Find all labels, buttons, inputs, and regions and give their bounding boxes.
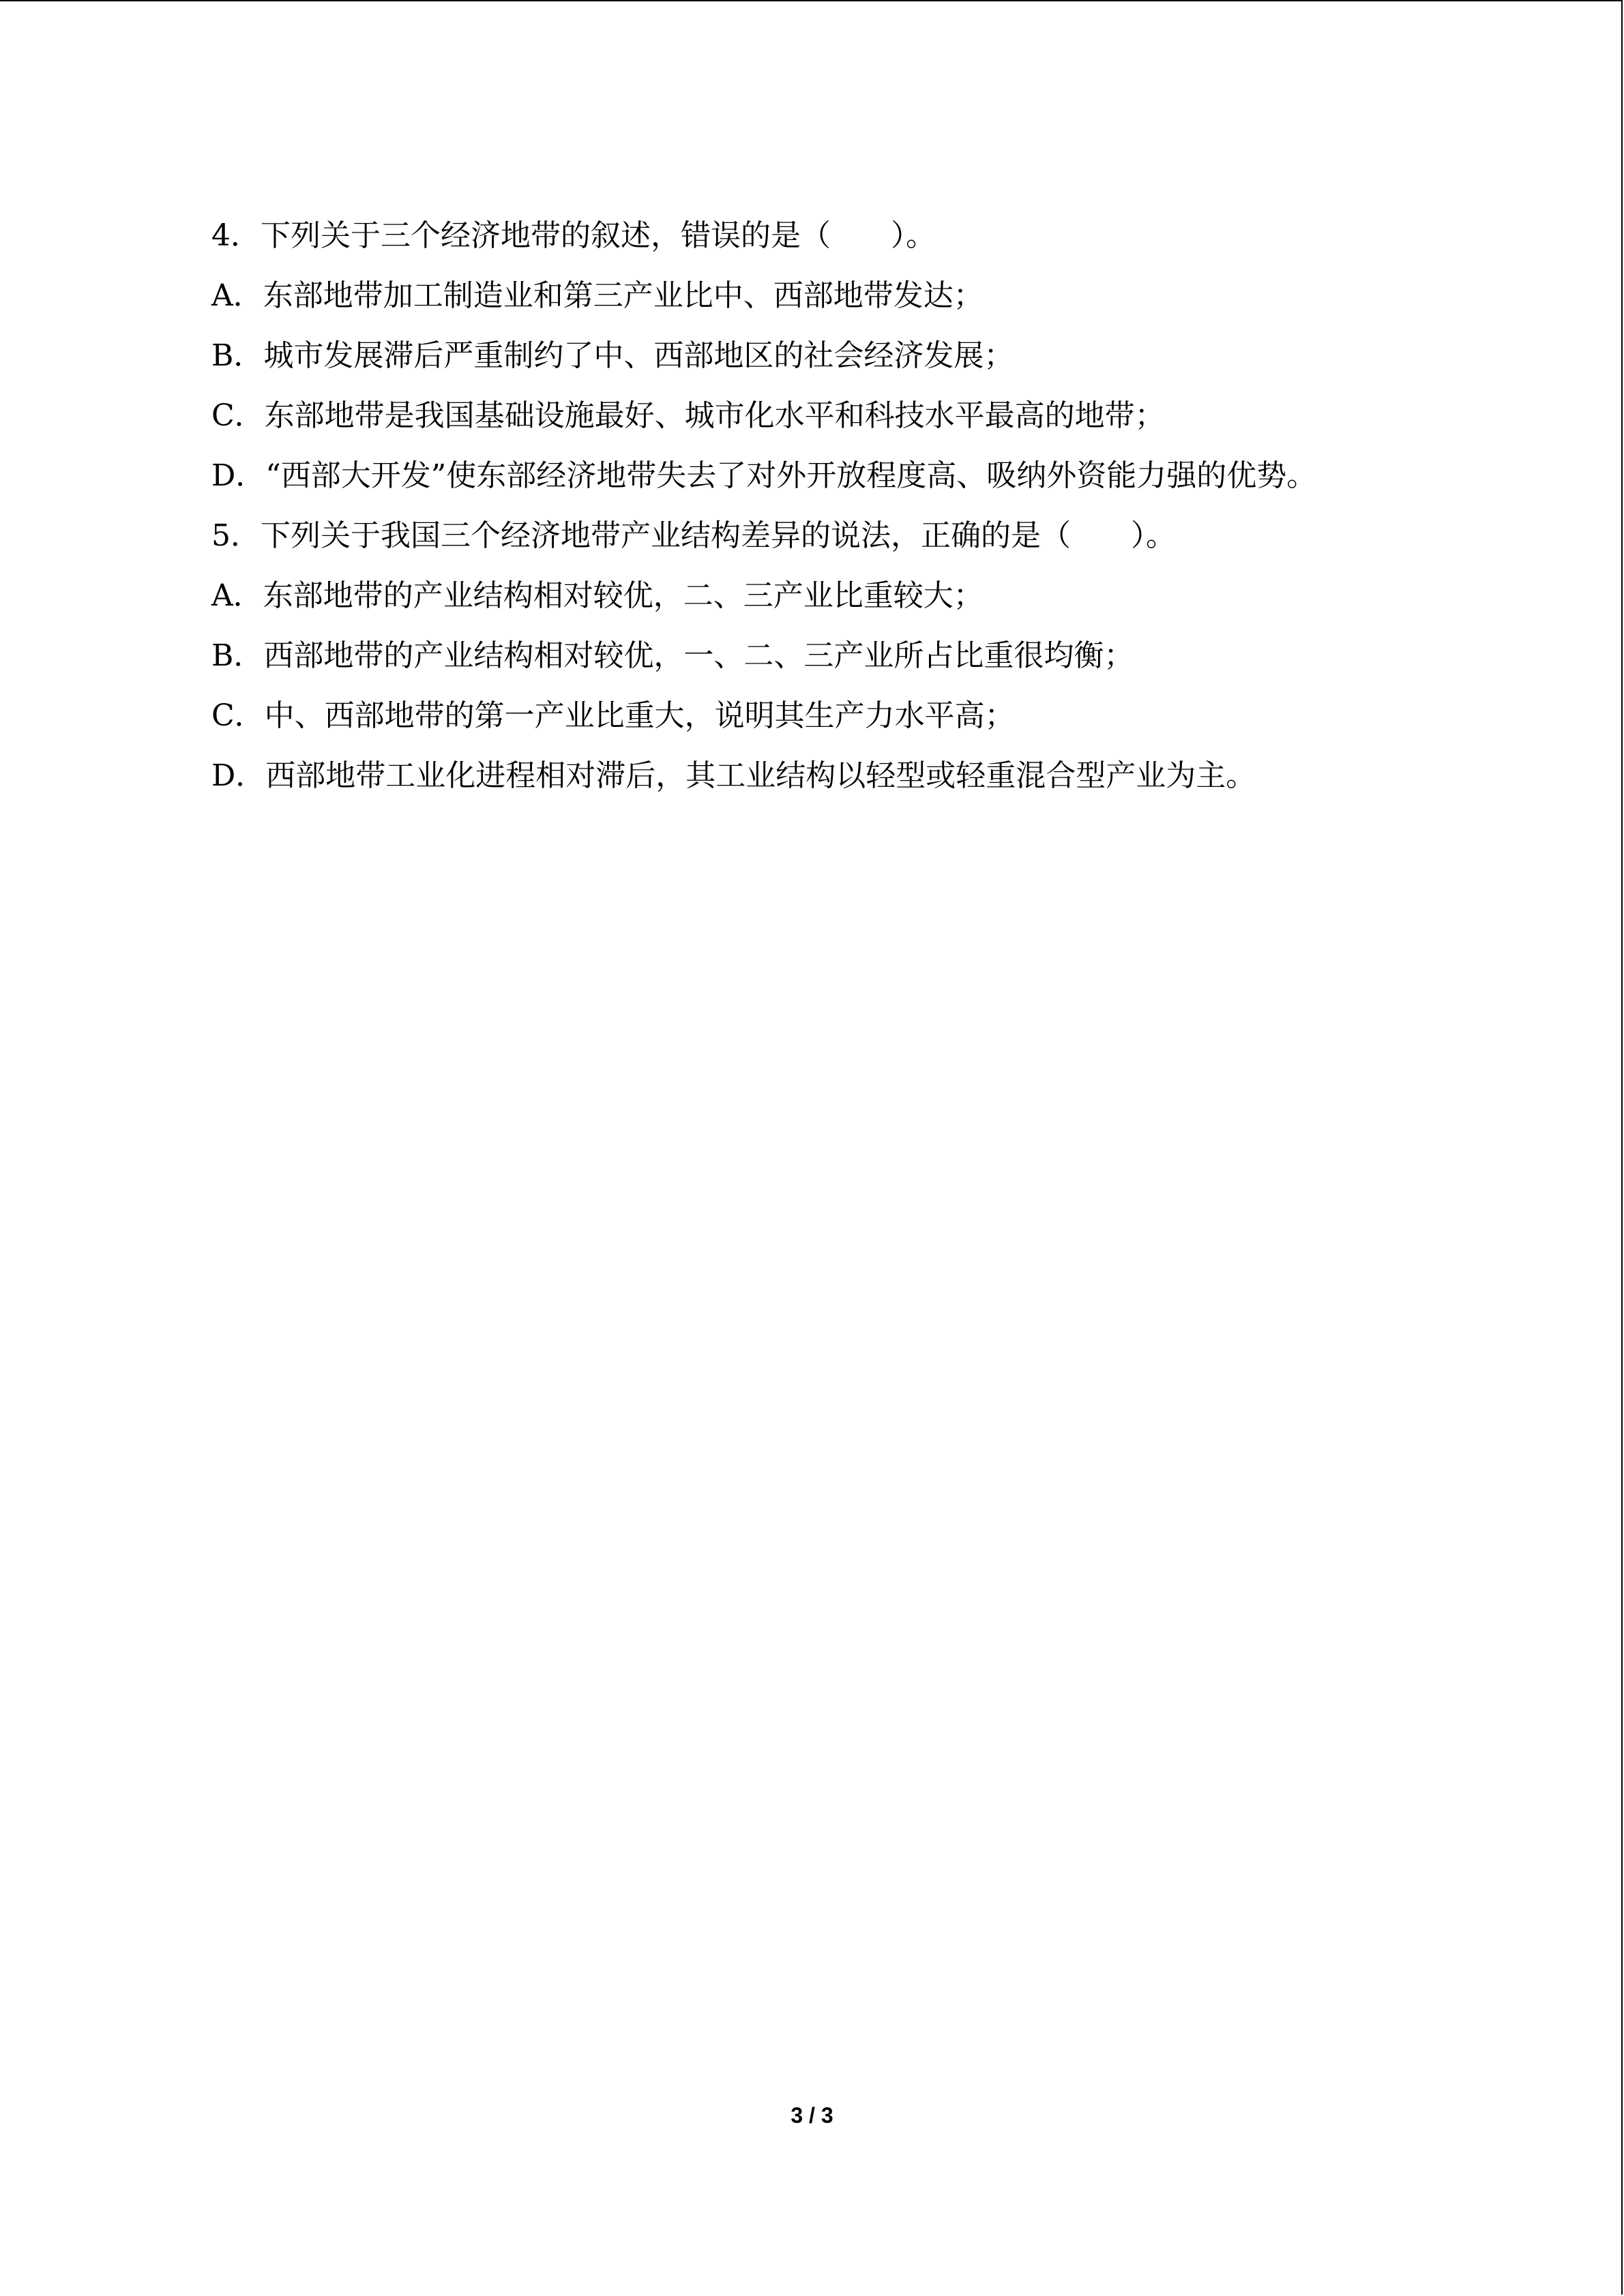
question-5-option-c: C．中、西部地带的第一产业比重大，说明其生产力水平高；	[211, 698, 1015, 733]
question-list	[211, 213, 1562, 813]
question-5-option-d: D．西部地带工业化进程相对滞后，其工业结构以轻型或轻重混合型产业为主。	[211, 758, 1256, 793]
question-5-option-a: A．东部地带的产业结构相对较优，二、三产业比重较大；	[211, 578, 984, 613]
page-number: 3 / 3	[791, 2103, 833, 2128]
question-4-option-c: C．东部地带是我国基础设施最好、城市化水平和科技水平最高的地带；	[211, 398, 1165, 433]
question-4-option-d: D．“西部大开发”使东部经济地带失去了对外开放程度高、吸纳外资能力强的优势。	[211, 458, 1317, 493]
question-5-option-b: B．西部地带的产业结构相对较优，一、二、三产业所占比重很均衡；	[211, 638, 1134, 673]
question-5-stem: 5．下列关于我国三个经济地带产业结构差异的说法，正确的是（ ）。	[211, 518, 1176, 553]
question-4-stem: 4．下列关于三个经济地带的叙述，错误的是（ ）。	[211, 218, 936, 253]
question-4-option-b: B．城市发展滞后严重制约了中、西部地区的社会经济发展；	[211, 338, 1014, 373]
question-4-option-a: A．东部地带加工制造业和第三产业比中、西部地带发达；	[211, 278, 984, 313]
